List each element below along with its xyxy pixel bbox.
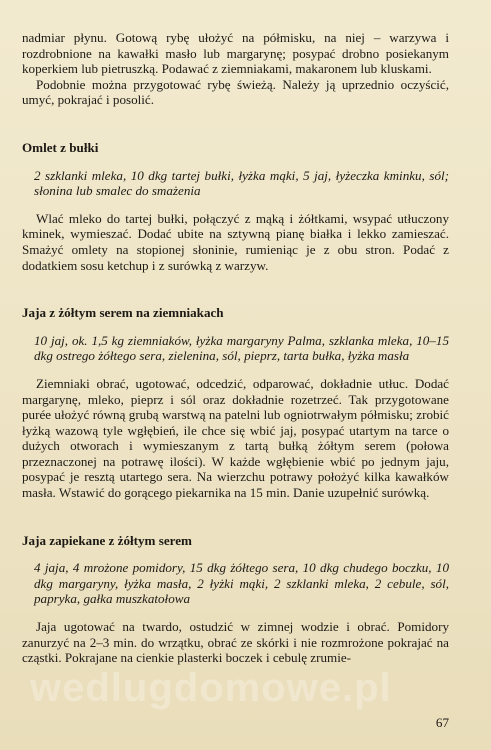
recipe-omlet [22,140,449,273]
recipe-title: Jaja z żółtym serem na ziemniakach [22,305,224,321]
recipe-ingredients: 10 jaj, ok. 1,5 kg ziemniaków, łyżka margaryny Palma, szklanka mleka, 10–15 dkg ostrego żółtego sera, zielenina, sól, pieprz, tarta bułka, łyżka masła [34,332,449,364]
intro-paragraph-2: Podobnie można przygotować rybę świeżą. Należy ją uprzednio oczyścić, umyć, pokrajać i posolić. [22,76,449,108]
intro-paragraph: nadmiar płynu. Gotową rybę ułożyć na półmisku, na niej – warzywa i rozdrobnione na kawałki masło lub margarynę; posypać drobno posiekanym koperkiem lub pietruszką. Podawać z ziemniakami, makaronem lub kluskami. [22,30,449,77]
recipe-title: Jaja zapiekane z żółtym serem [22,532,192,548]
recipe-instructions: Jaja ugotować na twardo, ostudzić w zimnej wodzie i obrać. Pomidory zanurzyć na 2–3 min. do wrzątku, obrać ze skórki i nie rozmrożone pokrajać na cząstki. Pokrajane na cienkie plasterki boczek i cebulę zrumie- [22,619,449,666]
watermark: wedlugdomowe.pl [30,666,392,710]
recipe-jaja-ziemniaki [22,305,449,501]
recipe-instructions: Wlać mleko do tartej bułki, połączyć z mąką i żółtkami, wsypać utłuczony kminek, wymieszać. Dodać ubite na sztywną pianę białka i lekko zamieszać. Smażyć omlety na stopionej słoninie, rumieniąc je z obu stron. Podać z dodatkiem sosu ketchup i z surówką z warzyw. [22,210,449,273]
recipe-title: Omlet z bułki [22,139,99,155]
page-number: 67 [435,715,449,730]
recipe-ingredients: 4 jaja, 4 mrożone pomidory, 15 dkg żółtego sera, 10 dkg chudego boczku, 10 dkg margaryny, łyżka masła, 2 łyżki mąki, 2 szklanki mleka, 2 cebule, sól, papryka, gałka muszkatołowa [34,560,449,607]
recipe-jaja-zapiekane [22,533,449,666]
recipe-instructions: Ziemniaki obrać, ugotować, odcedzić, odparować, dokładnie utłuc. Dodać margarynę, mleko, pieprz i sól oraz dokładnie rozetrzeć. Tak przygotowane purée ułożyć równą grubą warstwą na patelni lub ogniotrwałym półmisku; zrobić łyżką wazową tyle wgłębień, ile chce się wbić jaj, posypać utartym na tarce o dużych otworach i wymieszanym z tartą bułką żółtym serem (połowa przeznaczonej na potrawę ilości). W każde wgłębienie wbić po jednym jaju, posypać je resztą utartego sera. Na wierzchu potrawy położyć kilka kawałków masła. Wstawić do gorącego piekarnika na 15 min. Danie uzupełnić surówką. [22,375,449,501]
recipe-ingredients: 2 szklanki mleka, 10 dkg tartej bułki, łyżka mąki, 5 jaj, łyżeczka kminku, sól; słonina lub smalec do smażenia [34,167,449,199]
